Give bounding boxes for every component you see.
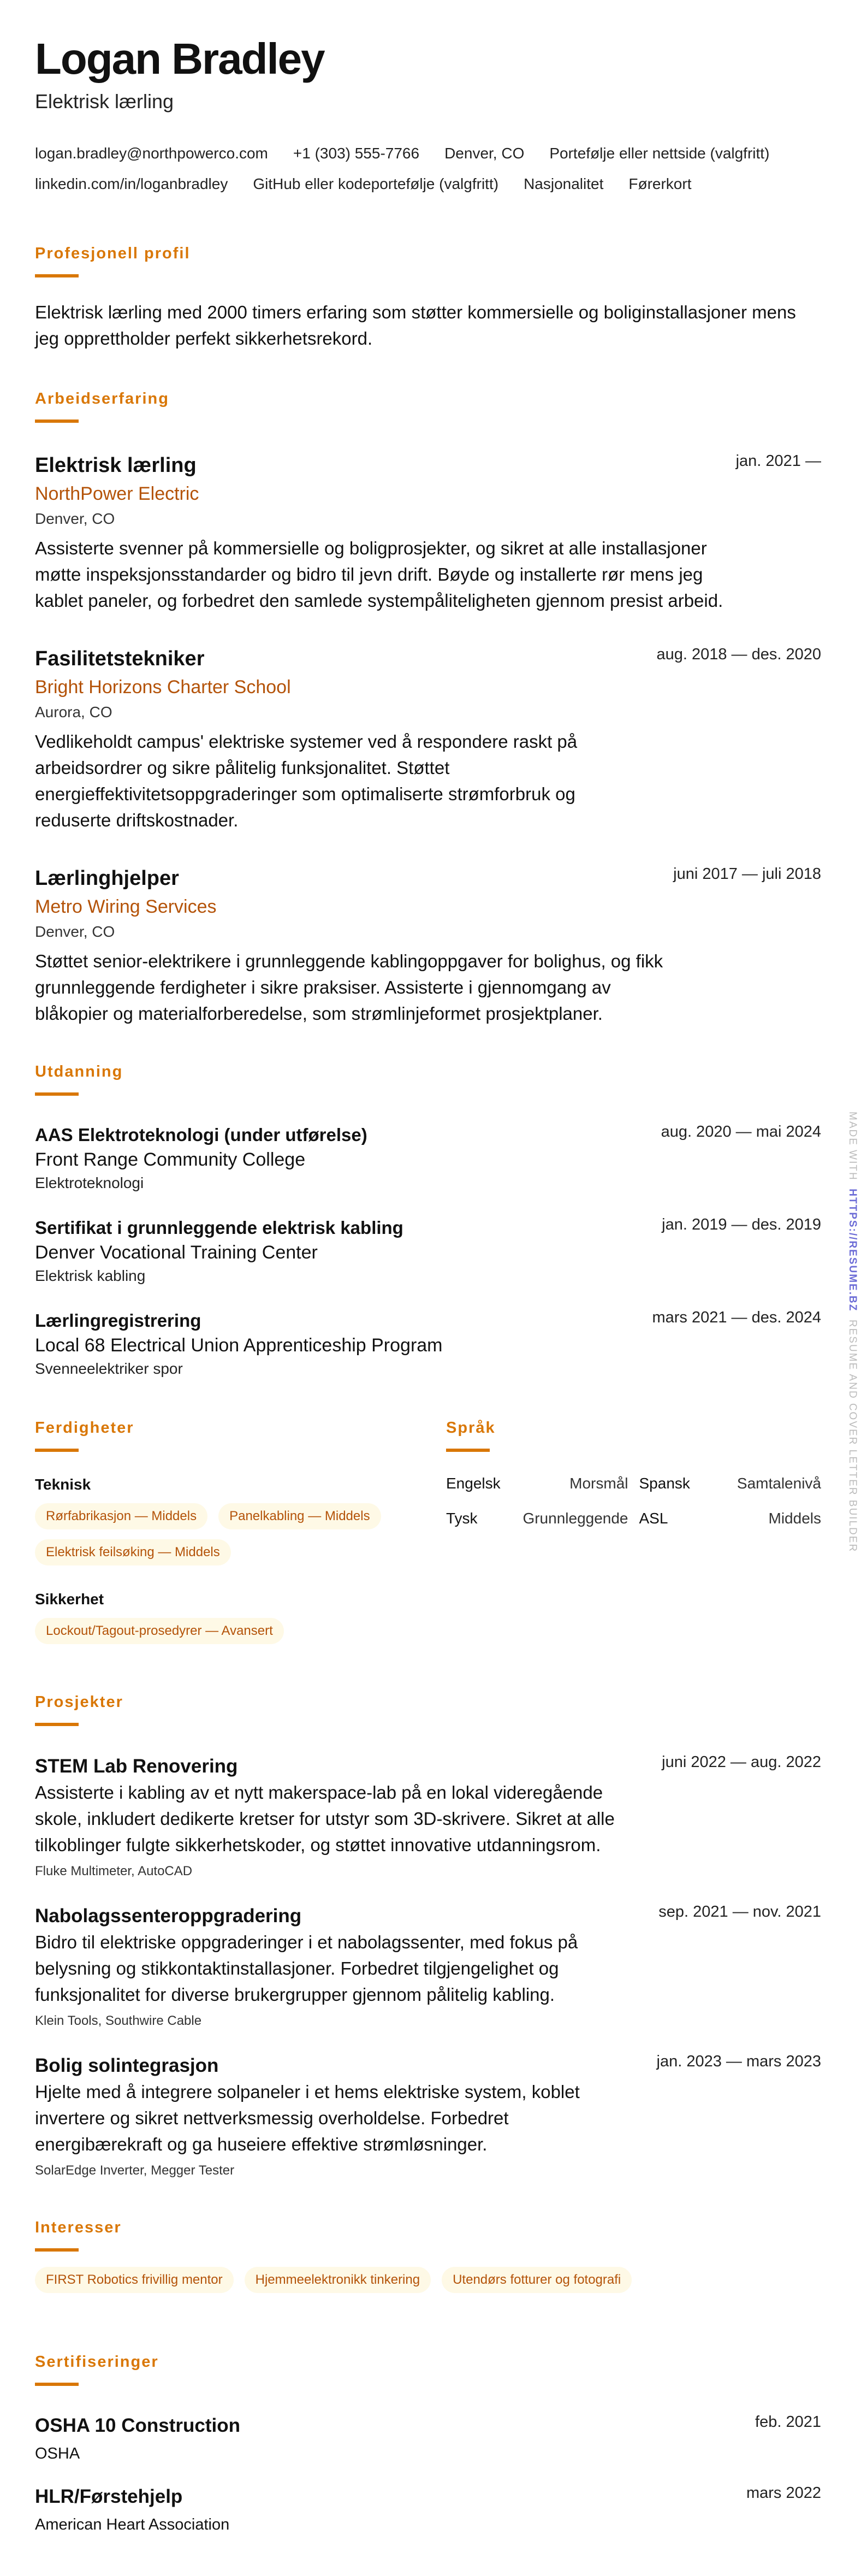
job-title: Fasilitetstekniker (35, 647, 205, 670)
education-entry (35, 1216, 821, 1287)
interest-chips (35, 2267, 821, 2293)
section-underline (35, 1449, 79, 1452)
education-date: mars 2021 — des. 2024 (652, 1309, 821, 1326)
education-field: Elektrisk kabling (35, 1267, 146, 1284)
education-school: Denver Vocational Training Center (35, 1242, 318, 1263)
certification-entry (35, 2413, 821, 2465)
section-heading: Arbeidserfaring (35, 390, 169, 407)
skill-chips (35, 1503, 446, 1565)
language-level: Morsmål (569, 1475, 628, 1492)
project-date: juni 2022 — aug. 2022 (662, 1753, 821, 1771)
language-name: Tysk (446, 1510, 478, 1527)
project-title: STEM Lab Renovering (35, 1756, 238, 1777)
language-list (446, 1474, 821, 1528)
profile-text: Elektrisk lærling med 2000 timers erfaring som støtter kommersielle og boliginstallasjoner mens jeg opprettholder perfekt sikkerhetsrekord. (35, 302, 796, 348)
section-heading: Utdanning (35, 1063, 123, 1080)
watermark (845, 1112, 859, 1552)
experience-section (35, 389, 821, 1027)
language-item (639, 1509, 822, 1528)
interest-chip: FIRST Robotics frivillig mentor (35, 2267, 234, 2293)
language-name: Spansk (639, 1475, 690, 1492)
project-title: Bolig solintegrasjon (35, 2055, 219, 2076)
section-underline (35, 2248, 79, 2252)
certification-title: OSHA 10 Construction (35, 2415, 240, 2436)
skills-section (35, 1418, 446, 1667)
job-entry (35, 865, 821, 1027)
job-location: Denver, CO (35, 923, 115, 940)
section-underline (35, 274, 79, 277)
job-date: aug. 2018 — des. 2020 (656, 646, 821, 663)
watermark-link[interactable]: HTTPS://RESUME.BZ (847, 1189, 858, 1312)
education-entry (35, 1123, 821, 1194)
education-field: Elektroteknologi (35, 1174, 144, 1191)
job-description: Assisterte svenner på kommersielle og boligprosjekter, og sikret at alle installasjoner møtte inspeksjonsstandarder og bidro til jevn drift. Bøyde og installerte rør mens jeg kablet paneler, og forbedret den samlede systempåliteligheten gjennom presist arbeid. (35, 538, 723, 611)
education-date: aug. 2020 — mai 2024 (661, 1123, 821, 1141)
education-field: Svenneelektriker spor (35, 1360, 183, 1377)
project-date: sep. 2021 — nov. 2021 (658, 1903, 821, 1921)
skill-chip: Lockout/Tagout-prosedyrer — Avansert (35, 1618, 284, 1644)
education-title: AAS Elektroteknologi (under utførelse) (35, 1125, 367, 1145)
languages-section (446, 1418, 821, 1667)
section-heading: Språk (446, 1419, 496, 1437)
contact-portfolio[interactable]: Portefølje eller nettside (valgfritt) (549, 145, 770, 162)
contact-nationality: Nasjonalitet (524, 175, 604, 192)
education-school: Local 68 Electrical Union Apprenticeship Program (35, 1335, 443, 1356)
job-description: Støttet senior-elektrikere i grunnleggende kablingoppgaver for bolighus, og fikk grunnleggende ferdigheter i sikre praksiser. Assisterte i gjennomgang av blåkopier og materialforberedelse, som strømlinjeformet prosjektplaner. (35, 951, 663, 1024)
job-entry (35, 646, 821, 834)
contact-linkedin[interactable]: linkedin.com/in/loganbradley (35, 175, 228, 192)
skill-chip: Panelkabling — Middels (218, 1503, 381, 1529)
project-description: Hjelte med å integrere solpaneler i et hems elektriske system, koblet invertere og sikret nettverksmessig overholdelse. Forbedret energibærekraft og ga huseiere effektive strømløsninger. (35, 2082, 580, 2154)
watermark-prefix: MADE WITH (847, 1112, 858, 1181)
project-tools: Fluke Multimeter, AutoCAD (35, 1864, 193, 1878)
project-entry (35, 2053, 821, 2181)
language-name: Engelsk (446, 1475, 501, 1492)
language-item (446, 1474, 628, 1493)
certification-title: HLR/Førstehjelp (35, 2486, 183, 2507)
education-title: Sertifikat i grunnleggende elektrisk kabling (35, 1218, 403, 1238)
job-company: NorthPower Electric (35, 483, 199, 504)
project-tools: SolarEdge Inverter, Megger Tester (35, 2163, 235, 2178)
skill-group-name: Sikkerhet (35, 1591, 104, 1608)
interests-section (35, 2218, 821, 2293)
certification-entry (35, 2484, 821, 2536)
job-title: Elektrisk lærling (35, 454, 197, 477)
education-school: Front Range Community College (35, 1149, 306, 1170)
interest-chip: Hjemmeelektronikk tinkering (245, 2267, 431, 2293)
education-entry (35, 1309, 821, 1380)
language-level: Samtalenivå (737, 1475, 821, 1492)
contact-github[interactable]: GitHub eller kodeportefølje (valgfritt) (253, 175, 499, 192)
job-location: Aurora, CO (35, 704, 112, 720)
job-title: Lærlinghjelper (35, 867, 179, 890)
projects-section (35, 1692, 821, 2181)
job-date: juni 2017 — juli 2018 (673, 865, 821, 883)
project-date: jan. 2023 — mars 2023 (656, 2053, 821, 2070)
section-heading: Ferdigheter (35, 1419, 134, 1437)
contact-phone: +1 (303) 555-7766 (293, 145, 420, 162)
language-item (446, 1509, 628, 1528)
job-date: jan. 2021 — (735, 452, 821, 470)
watermark-suffix: RESUME AND COVER LETTER BUILDER (847, 1319, 858, 1553)
project-entry (35, 1753, 821, 1881)
certification-date: feb. 2021 (755, 2413, 821, 2431)
education-section (35, 1062, 821, 1380)
skill-chip: Elektrisk feilsøking — Middels (35, 1539, 231, 1565)
section-heading: Interesser (35, 2219, 122, 2236)
skill-chips (35, 1618, 446, 1644)
project-title: Nabolagssenteroppgradering (35, 1905, 302, 1927)
certification-org: American Heart Association (35, 2516, 230, 2533)
contact-email[interactable]: logan.bradley@northpowerco.com (35, 145, 268, 162)
project-description: Assisterte i kabling av et nytt makerspace-lab på en lokal videregående skole, inkludert dedikerte kretser for utstyr som 3D-skrivere. Sikret at alle tilkoblinger fulgte sikkerhetskoder, og støttet innovative utdanningsrom. (35, 1782, 615, 1855)
education-date: jan. 2019 — des. 2019 (662, 1216, 821, 1233)
skill-group-name: Teknisk (35, 1476, 91, 1493)
section-underline (446, 1449, 490, 1452)
contact-license: Førerkort (628, 175, 692, 192)
job-entry (35, 452, 821, 614)
language-level: Grunnleggende (522, 1510, 628, 1527)
job-company: Bright Horizons Charter School (35, 677, 291, 698)
resume-page (35, 0, 821, 2555)
job-location: Denver, CO (35, 510, 115, 527)
certifications-section (35, 2352, 821, 2536)
candidate-name: Logan Bradley (35, 34, 324, 83)
contact-location: Denver, CO (444, 145, 525, 162)
language-level: Middels (768, 1510, 821, 1527)
language-name: ASL (639, 1510, 668, 1527)
section-heading: Profesjonell profil (35, 245, 191, 262)
contact-list (35, 144, 821, 205)
job-company: Metro Wiring Services (35, 896, 217, 917)
section-underline (35, 1723, 79, 1726)
language-item (639, 1474, 822, 1493)
project-description: Bidro til elektriske oppgraderinger i et nabolagssenter, med fokus på belysning og stikkontaktinstallasjoner. Forbedret tilgjengelighet og funksjonalitet for diverse brukergrupper gjennom pålitelig kabling. (35, 1932, 578, 2005)
profile-section (35, 244, 821, 352)
job-description: Vedlikeholdt campus' elektriske systemer ved å respondere raskt på arbeidsordrer og sikre pålitelig funksjonalitet. Støttet energieffektivitetsoppgraderinger som optimaliserte strømforbruk og reduserte driftskostnader. (35, 731, 578, 830)
section-heading: Prosjekter (35, 1693, 123, 1711)
section-underline (35, 420, 79, 423)
project-entry (35, 1903, 821, 2031)
certification-org: OSHA (35, 2445, 80, 2462)
certification-date: mars 2022 (746, 2484, 821, 2502)
education-title: Lærlingregistrering (35, 1310, 201, 1331)
skill-chip: Rørfabrikasjon — Middels (35, 1503, 207, 1529)
interest-chip: Utendørs fotturer og fotografi (442, 2267, 632, 2293)
skills-languages-row (35, 1418, 821, 1667)
section-heading: Sertifiseringer (35, 2353, 159, 2371)
project-tools: Klein Tools, Southwire Cable (35, 2013, 202, 2028)
candidate-title: Elektrisk lærling (35, 90, 174, 113)
section-underline (35, 1092, 79, 1096)
section-underline (35, 2383, 79, 2386)
